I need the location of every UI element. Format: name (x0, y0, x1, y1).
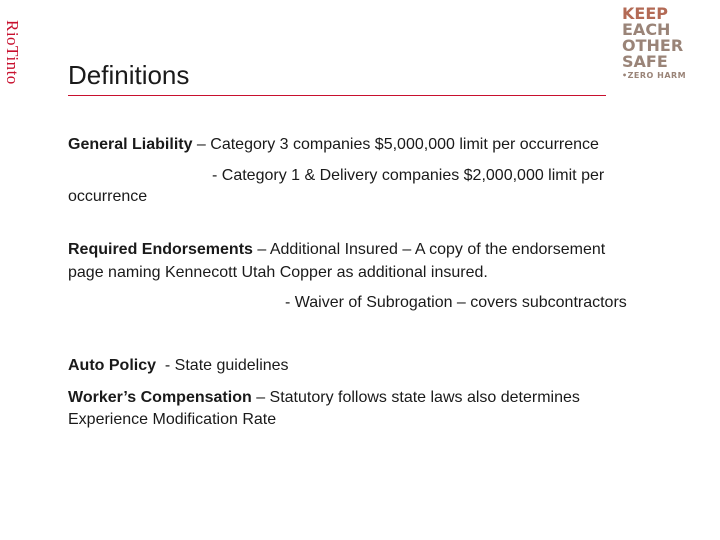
workers-comp-text-1: – Statutory follows state laws also determines (251, 389, 580, 406)
endorsements-text-1: – Additional Insured – A copy of the endorsement (252, 241, 606, 258)
endorsements-line-1 (68, 238, 605, 262)
auto-policy-text: - State guidelines (156, 357, 289, 374)
auto-policy-term: Auto Policy (68, 357, 157, 374)
general-liability-text-1: – Category 3 companies $5,000,000 limit per occurrence (192, 136, 599, 153)
general-liability-line-3: occurrence (68, 188, 148, 205)
keep-each-other-safe-badge (622, 6, 702, 92)
badge-line-1: KEEP (622, 4, 668, 23)
general-liability-line-2: - Category 1 & Delivery companies $2,000,000 limit per (212, 167, 605, 184)
rio-tinto-logo: RioTinto (3, 20, 22, 85)
endorsements-term: Required Endorsements (68, 241, 253, 258)
workers-comp-term: Worker’s Compensation (68, 389, 252, 406)
general-liability-line-1 (68, 133, 599, 157)
workers-comp-line-1 (68, 386, 580, 410)
page-title: Definitions (68, 60, 190, 90)
endorsements-line-3: - Waiver of Subrogation – covers subcontractors (285, 294, 627, 311)
endorsements-line-2: page naming Kennecott Utah Copper as additional insured. (68, 264, 488, 281)
badge-tagline: •ZERO HARM (622, 71, 687, 80)
title-divider (68, 95, 606, 96)
auto-policy-line (68, 354, 289, 378)
badge-line-4: SAFE (622, 52, 668, 71)
general-liability-term: General Liability (68, 136, 193, 153)
workers-comp-line-2: Experience Modification Rate (68, 411, 277, 428)
badge-line-2: EACH (622, 20, 671, 39)
badge-line-3: OTHER (622, 36, 684, 55)
